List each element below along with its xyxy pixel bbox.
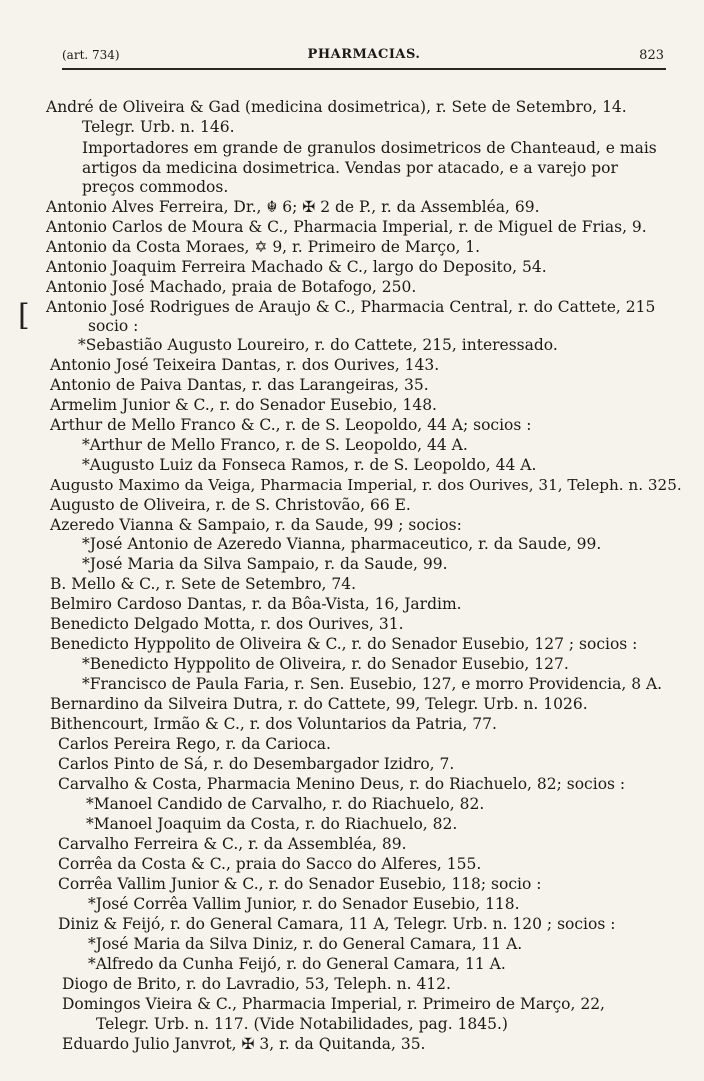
list-line: *José Antonio de Azeredo Vianna, pharmaceutico, r. da Saude, 99. <box>82 535 602 553</box>
list-line: Diniz & Feijó, r. do General Camara, 11 A, Telegr. Urb. n. 120 ; socios : <box>58 915 616 933</box>
list-line: artigos da medicina dosimetrica. Vendas por atacado, e a varejo por <box>82 159 618 177</box>
list-line: Arthur de Mello Franco & C., r. de S. Leopoldo, 44 A; socios : <box>50 416 532 434</box>
list-line: Antonio Carlos de Moura & C., Pharmacia Imperial, r. de Miguel de Frias, 9. <box>46 218 647 236</box>
list-line: Bernardino da Silveira Dutra, r. do Cattete, 99, Telegr. Urb. n. 1026. <box>50 695 588 713</box>
list-line: *José Maria da Silva Diniz, r. do General Camara, 11 A. <box>88 935 523 953</box>
list-line: Carvalho & Costa, Pharmacia Menino Deus, r. do Riachuelo, 82; socios : <box>58 775 626 793</box>
list-line: *José Maria da Silva Sampaio, r. da Saude, 99. <box>82 555 448 573</box>
page-header <box>62 44 666 70</box>
article-reference: (art. 734) <box>62 48 120 62</box>
list-line: *Alfredo da Cunha Feijó, r. do General Camara, 11 A. <box>88 955 506 973</box>
list-line: Importadores em grande de granulos dosimetricos de Chanteaud, e mais <box>82 139 657 157</box>
list-line: socio : <box>88 317 139 335</box>
list-line: Antonio de Paiva Dantas, r. das Larangeiras, 35. <box>50 376 429 394</box>
list-line: Eduardo Julio Janvrot, ✠ 3, r. da Quitanda, 35. <box>62 1035 426 1053</box>
list-line: *Benedicto Hyppolito de Oliveira, r. do Senador Eusebio, 127. <box>82 655 569 673</box>
list-line: B. Mello & C., r. Sete de Setembro, 74. <box>50 575 357 593</box>
list-line: Telegr. Urb. n. 117. (Vide Notabilidades, pag. 1845.) <box>96 1015 508 1033</box>
list-line: André de Oliveira & Gad (medicina dosimetrica), r. Sete de Setembro, 14. <box>46 98 627 116</box>
list-line: Augusto Maximo da Veiga, Pharmacia Imperial, r. dos Ourives, 31, Teleph. n. 325. <box>50 476 682 494</box>
list-line: Augusto de Oliveira, r. de S. Christovão, 66 E. <box>50 496 411 514</box>
list-line: *Manoel Candido de Carvalho, r. do Riachuelo, 82. <box>86 795 485 813</box>
list-line: Azeredo Vianna & Sampaio, r. da Saude, 99 ; socios: <box>50 516 462 534</box>
list-line: Diogo de Brito, r. do Lavradio, 53, Teleph. n. 412. <box>62 975 451 993</box>
list-line: Armelim Junior & C., r. do Senador Eusebio, 148. <box>50 396 437 414</box>
list-line: Antonio da Costa Moraes, ✡ 9, r. Primeiro de Março, 1. <box>46 238 481 256</box>
list-line: Corrêa Vallim Junior & C., r. do Senador Eusebio, 118; socio : <box>58 875 542 893</box>
list-line: Antonio Joaquim Ferreira Machado & C., largo do Deposito, 54. <box>46 258 547 276</box>
list-line: Bithencourt, Irmão & C., r. dos Voluntarios da Patria, 77. <box>50 715 497 733</box>
list-line: *Arthur de Mello Franco, r. de S. Leopoldo, 44 A. <box>82 436 468 454</box>
list-line: Antonio José Teixeira Dantas, r. dos Ourives, 143. <box>50 356 440 374</box>
list-line: Telegr. Urb. n. 146. <box>82 118 235 136</box>
list-line: Antonio José Rodrigues de Araujo & C., Pharmacia Central, r. do Cattete, 215 <box>46 298 656 316</box>
list-line: Corrêa da Costa & C., praia do Sacco do Alferes, 155. <box>58 855 482 873</box>
list-line: *Manoel Joaquim da Costa, r. do Riachuelo, 82. <box>86 815 458 833</box>
list-line: Antonio Alves Ferreira, Dr., ☬ 6; ✠ 2 de P., r. da Assembléa, 69. <box>46 198 540 216</box>
list-line: *Francisco de Paula Faria, r. Sen. Eusebio, 127, e morro Providencia, 8 A. <box>82 675 663 693</box>
list-line: Benedicto Hyppolito de Oliveira & C., r. do Senador Eusebio, 127 ; socios : <box>50 635 638 653</box>
list-line: preços commodos. <box>82 178 229 196</box>
list-line: *Sebastião Augusto Loureiro, r. do Cattete, 215, interessado. <box>78 336 558 354</box>
list-line: Carvalho Ferreira & C., r. da Assembléa, 89. <box>58 835 407 853</box>
list-line: Carlos Pinto de Sá, r. do Desembargador Izidro, 7. <box>58 755 455 773</box>
list-line: *José Corrêa Vallim Junior, r. do Senador Eusebio, 118. <box>88 895 520 913</box>
list-line: Domingos Vieira & C., Pharmacia Imperial, r. Primeiro de Março, 22, <box>62 995 605 1013</box>
margin-bracket-mark: [ <box>18 298 30 333</box>
page-title: PHARMACIAS. <box>307 47 421 62</box>
page-number: 823 <box>639 48 664 63</box>
list-line: Carlos Pereira Rego, r. da Carioca. <box>58 735 331 753</box>
list-line: *Augusto Luiz da Fonseca Ramos, r. de S. Leopoldo, 44 A. <box>82 456 537 474</box>
list-line: Benedicto Delgado Motta, r. dos Ourives, 31. <box>50 615 404 633</box>
list-line: Belmiro Cardoso Dantas, r. da Bôa-Vista, 16, Jardim. <box>50 595 462 613</box>
list-line: Antonio José Machado, praia de Botafogo, 250. <box>46 278 417 296</box>
